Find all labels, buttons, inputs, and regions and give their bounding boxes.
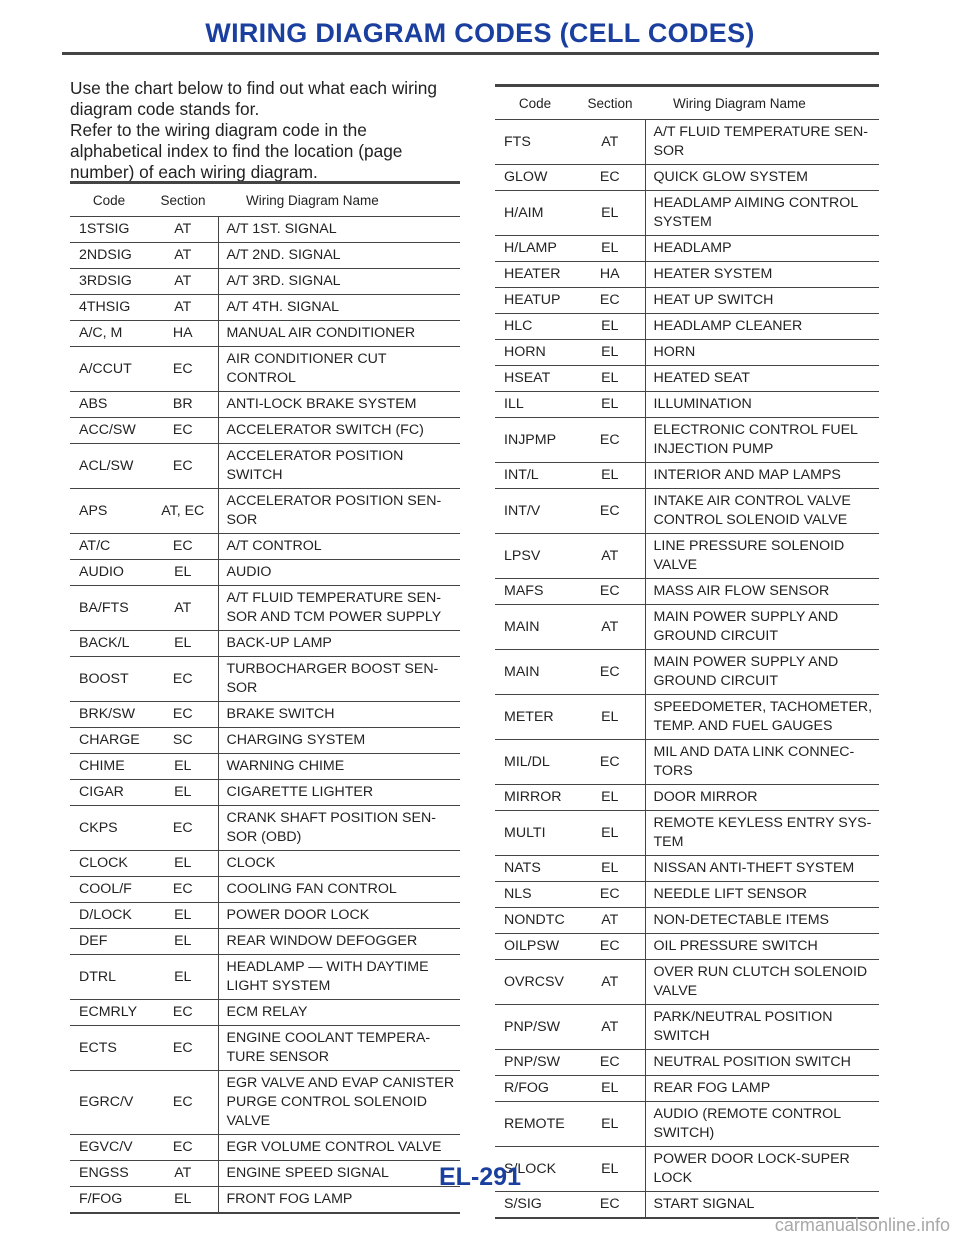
cell-wiring-diagram-name: REMOTE KEYLESS ENTRY SYS- TEM bbox=[645, 811, 879, 856]
cell-code: 3RDSIG bbox=[70, 269, 148, 295]
cell-wiring-diagram-name: CHARGING SYSTEM bbox=[218, 728, 460, 754]
cell-wiring-diagram-name: ANTI-LOCK BRAKE SYSTEM bbox=[218, 392, 460, 418]
cell-section: EL bbox=[148, 780, 218, 806]
cell-wiring-diagram-name: AUDIO bbox=[218, 560, 460, 586]
table-row bbox=[495, 605, 879, 650]
cell-section: EC bbox=[575, 740, 645, 785]
cell-code: AT/C bbox=[70, 534, 148, 560]
cell-section: EL bbox=[148, 560, 218, 586]
cell-code: H/AIM bbox=[495, 191, 575, 236]
cell-wiring-diagram-name: FRONT FOG LAMP bbox=[218, 1187, 460, 1214]
cell-section: EL bbox=[148, 955, 218, 1000]
table-header-row bbox=[495, 86, 879, 120]
cell-section: EL bbox=[575, 236, 645, 262]
cell-wiring-diagram-name: EGR VOLUME CONTROL VALVE bbox=[218, 1135, 460, 1161]
cell-code: INT/L bbox=[495, 463, 575, 489]
cell-wiring-diagram-name: OVER RUN CLUTCH SOLENOID VALVE bbox=[645, 960, 879, 1005]
table-header-row bbox=[70, 183, 460, 217]
table-row bbox=[70, 754, 460, 780]
table-row bbox=[495, 908, 879, 934]
table-row bbox=[495, 1102, 879, 1147]
cell-code: MIL/DL bbox=[495, 740, 575, 785]
cell-wiring-diagram-name: ENGINE SPEED SIGNAL bbox=[218, 1161, 460, 1187]
table-row bbox=[70, 903, 460, 929]
table-row bbox=[495, 340, 879, 366]
cell-wiring-diagram-name: CIGARETTE LIGHTER bbox=[218, 780, 460, 806]
cell-code: HEATER bbox=[495, 262, 575, 288]
cell-wiring-diagram-name: HEATED SEAT bbox=[645, 366, 879, 392]
table-row bbox=[70, 877, 460, 903]
cell-wiring-diagram-name: DOOR MIRROR bbox=[645, 785, 879, 811]
cell-code: A/CCUT bbox=[70, 347, 148, 392]
cell-wiring-diagram-name: EGR VALVE AND EVAP CANISTER PURGE CONTROL SOLENOID VALVE bbox=[218, 1071, 460, 1135]
cell-section: EC bbox=[575, 934, 645, 960]
table-row bbox=[495, 579, 879, 605]
cell-code: BRK/SW bbox=[70, 702, 148, 728]
cell-code: BACK/L bbox=[70, 631, 148, 657]
cell-section: EC bbox=[148, 347, 218, 392]
table-row bbox=[70, 586, 460, 631]
table-row bbox=[70, 806, 460, 851]
cell-section: EC bbox=[148, 1026, 218, 1071]
table-row bbox=[70, 657, 460, 702]
cell-section: EC bbox=[575, 288, 645, 314]
watermark: carmanualsonline.info bbox=[774, 1215, 950, 1235]
table-row bbox=[70, 1000, 460, 1026]
header-divider bbox=[62, 52, 879, 55]
table-row bbox=[70, 728, 460, 754]
cell-wiring-diagram-name: MIL AND DATA LINK CONNEC- TORS bbox=[645, 740, 879, 785]
cell-section: EC bbox=[148, 1135, 218, 1161]
cell-wiring-diagram-name: ACCELERATOR POSITION SWITCH bbox=[218, 444, 460, 489]
cell-section: EC bbox=[148, 702, 218, 728]
cell-section: EC bbox=[148, 418, 218, 444]
cell-section: SC bbox=[148, 728, 218, 754]
table-row bbox=[495, 120, 879, 165]
cell-section: AT bbox=[148, 586, 218, 631]
cell-wiring-diagram-name: INTAKE AIR CONTROL VALVE CONTROL SOLENOID VALVE bbox=[645, 489, 879, 534]
cell-section: AT bbox=[148, 269, 218, 295]
cell-wiring-diagram-name: A/T 3RD. SIGNAL bbox=[218, 269, 460, 295]
cell-section: EL bbox=[575, 191, 645, 236]
cell-wiring-diagram-name: POWER DOOR LOCK-SUPER LOCK bbox=[645, 1147, 879, 1192]
table-row bbox=[70, 1135, 460, 1161]
table-row bbox=[70, 321, 460, 347]
cell-section: AT bbox=[148, 295, 218, 321]
cell-section: EL bbox=[575, 392, 645, 418]
table-row bbox=[495, 165, 879, 191]
cell-section: AT bbox=[148, 1161, 218, 1187]
header-wiring-diagram-name: Wiring Diagram Name bbox=[645, 86, 879, 120]
table-row bbox=[495, 236, 879, 262]
cell-wiring-diagram-name: HEADLAMP AIMING CONTROL SYSTEM bbox=[645, 191, 879, 236]
table-row bbox=[70, 392, 460, 418]
cell-section: HA bbox=[575, 262, 645, 288]
cell-wiring-diagram-name: LINE PRESSURE SOLENOID VALVE bbox=[645, 534, 879, 579]
cell-section: EL bbox=[148, 754, 218, 780]
cell-section: EL bbox=[575, 1147, 645, 1192]
cell-section: EC bbox=[575, 489, 645, 534]
table-row bbox=[495, 534, 879, 579]
cell-code: CHARGE bbox=[70, 728, 148, 754]
cell-section: EL bbox=[575, 463, 645, 489]
cell-code: INJPMP bbox=[495, 418, 575, 463]
cell-wiring-diagram-name: BACK-UP LAMP bbox=[218, 631, 460, 657]
table-row bbox=[495, 392, 879, 418]
cell-code: MIRROR bbox=[495, 785, 575, 811]
cell-wiring-diagram-name: HEADLAMP — WITH DAYTIME LIGHT SYSTEM bbox=[218, 955, 460, 1000]
cell-section: HA bbox=[148, 321, 218, 347]
table-row bbox=[70, 929, 460, 955]
table-row bbox=[495, 288, 879, 314]
cell-code: APS bbox=[70, 489, 148, 534]
cell-wiring-diagram-name: ILLUMINATION bbox=[645, 392, 879, 418]
cell-wiring-diagram-name: ELECTRONIC CONTROL FUEL INJECTION PUMP bbox=[645, 418, 879, 463]
table-row bbox=[495, 1005, 879, 1050]
cell-section: EL bbox=[575, 811, 645, 856]
cell-section: EL bbox=[148, 903, 218, 929]
cell-wiring-diagram-name: NISSAN ANTI-THEFT SYSTEM bbox=[645, 856, 879, 882]
table-row bbox=[70, 955, 460, 1000]
cell-wiring-diagram-name: A/T CONTROL bbox=[218, 534, 460, 560]
cell-wiring-diagram-name: OIL PRESSURE SWITCH bbox=[645, 934, 879, 960]
cell-wiring-diagram-name: SPEEDOMETER, TACHOMETER, TEMP. AND FUEL GAUGES bbox=[645, 695, 879, 740]
table-row bbox=[70, 1026, 460, 1071]
cell-section: EC bbox=[148, 1000, 218, 1026]
cell-code: EGRC/V bbox=[70, 1071, 148, 1135]
cell-code: CIGAR bbox=[70, 780, 148, 806]
cell-code: ECTS bbox=[70, 1026, 148, 1071]
cell-section: EL bbox=[575, 856, 645, 882]
cell-section: EL bbox=[148, 851, 218, 877]
cell-code: DEF bbox=[70, 929, 148, 955]
cell-wiring-diagram-name: MAIN POWER SUPPLY AND GROUND CIRCUIT bbox=[645, 650, 879, 695]
cell-section: EL bbox=[575, 1076, 645, 1102]
table-row bbox=[495, 960, 879, 1005]
cell-code: F/FOG bbox=[70, 1187, 148, 1214]
cell-wiring-diagram-name: ACCELERATOR SWITCH (FC) bbox=[218, 418, 460, 444]
cell-code: AUDIO bbox=[70, 560, 148, 586]
cell-wiring-diagram-name: HEADLAMP bbox=[645, 236, 879, 262]
cell-code: 4THSIG bbox=[70, 295, 148, 321]
table-row bbox=[495, 856, 879, 882]
table-row bbox=[70, 347, 460, 392]
cell-wiring-diagram-name: REAR WINDOW DEFOGGER bbox=[218, 929, 460, 955]
cell-section: EC bbox=[575, 418, 645, 463]
cell-section: BR bbox=[148, 392, 218, 418]
table-row bbox=[495, 314, 879, 340]
cell-wiring-diagram-name: ECM RELAY bbox=[218, 1000, 460, 1026]
cell-section: AT bbox=[575, 1005, 645, 1050]
table-row bbox=[70, 560, 460, 586]
cell-section: EL bbox=[575, 695, 645, 740]
intro-line-2: Refer to the wiring diagram code in the alphabetical index to find the location (page number) of each wiring diagram. bbox=[70, 120, 403, 182]
table-row bbox=[70, 243, 460, 269]
cell-code: HORN bbox=[495, 340, 575, 366]
cell-section: EL bbox=[148, 631, 218, 657]
cell-wiring-diagram-name: A/T FLUID TEMPERATURE SEN- SOR AND TCM POWER SUPPLY bbox=[218, 586, 460, 631]
cell-code: ENGSS bbox=[70, 1161, 148, 1187]
cell-code: CHIME bbox=[70, 754, 148, 780]
cell-section: EL bbox=[575, 314, 645, 340]
cell-wiring-diagram-name: WARNING CHIME bbox=[218, 754, 460, 780]
cell-code: PNP/SW bbox=[495, 1005, 575, 1050]
cell-wiring-diagram-name: MASS AIR FLOW SENSOR bbox=[645, 579, 879, 605]
cell-wiring-diagram-name: NON-DETECTABLE ITEMS bbox=[645, 908, 879, 934]
cell-code: 1STSIG bbox=[70, 217, 148, 243]
table-row bbox=[495, 934, 879, 960]
cell-code: REMOTE bbox=[495, 1102, 575, 1147]
cell-wiring-diagram-name: A/T 1ST. SIGNAL bbox=[218, 217, 460, 243]
cell-section: EC bbox=[148, 534, 218, 560]
header-code: Code bbox=[495, 86, 575, 120]
cell-wiring-diagram-name: AIR CONDITIONER CUT CONTROL bbox=[218, 347, 460, 392]
cell-code: R/FOG bbox=[495, 1076, 575, 1102]
table-row bbox=[495, 740, 879, 785]
cell-wiring-diagram-name: HEAT UP SWITCH bbox=[645, 288, 879, 314]
cell-section: EC bbox=[148, 806, 218, 851]
cell-code: S/LOCK bbox=[495, 1147, 575, 1192]
table-row bbox=[495, 489, 879, 534]
cell-section: EC bbox=[148, 444, 218, 489]
cell-section: EC bbox=[148, 1071, 218, 1135]
cell-code: NATS bbox=[495, 856, 575, 882]
table-row bbox=[495, 1050, 879, 1076]
table-row bbox=[495, 650, 879, 695]
table-row bbox=[495, 366, 879, 392]
table-row bbox=[495, 785, 879, 811]
cell-code: METER bbox=[495, 695, 575, 740]
cell-code: HLC bbox=[495, 314, 575, 340]
cell-section: EL bbox=[148, 929, 218, 955]
cell-wiring-diagram-name: MAIN POWER SUPPLY AND GROUND CIRCUIT bbox=[645, 605, 879, 650]
table-row bbox=[495, 262, 879, 288]
cell-wiring-diagram-name: ACCELERATOR POSITION SEN- SOR bbox=[218, 489, 460, 534]
cell-section: EC bbox=[575, 165, 645, 191]
table-row bbox=[70, 851, 460, 877]
cell-code: HSEAT bbox=[495, 366, 575, 392]
cell-wiring-diagram-name: QUICK GLOW SYSTEM bbox=[645, 165, 879, 191]
cell-wiring-diagram-name: INTERIOR AND MAP LAMPS bbox=[645, 463, 879, 489]
cell-section: EC bbox=[575, 1192, 645, 1219]
cell-section: EC bbox=[148, 877, 218, 903]
cell-section: AT bbox=[575, 960, 645, 1005]
wiring-code-table-left bbox=[70, 181, 460, 1214]
cell-section: EL bbox=[575, 340, 645, 366]
cell-section: AT bbox=[575, 120, 645, 165]
cell-section: EC bbox=[575, 650, 645, 695]
table-row bbox=[70, 295, 460, 321]
cell-code: CKPS bbox=[70, 806, 148, 851]
cell-section: AT bbox=[148, 217, 218, 243]
cell-code: D/LOCK bbox=[70, 903, 148, 929]
table-row bbox=[495, 1076, 879, 1102]
table-row bbox=[70, 1071, 460, 1135]
cell-code: ECMRLY bbox=[70, 1000, 148, 1026]
cell-section: EC bbox=[148, 657, 218, 702]
cell-code: ACL/SW bbox=[70, 444, 148, 489]
cell-wiring-diagram-name: CRANK SHAFT POSITION SEN- SOR (OBD) bbox=[218, 806, 460, 851]
table-row bbox=[70, 269, 460, 295]
table-row bbox=[495, 418, 879, 463]
cell-wiring-diagram-name: HORN bbox=[645, 340, 879, 366]
cell-section: EC bbox=[575, 1050, 645, 1076]
cell-section: AT bbox=[575, 908, 645, 934]
cell-wiring-diagram-name: PARK/NEUTRAL POSITION SWITCH bbox=[645, 1005, 879, 1050]
cell-code: MAIN bbox=[495, 605, 575, 650]
cell-code: DTRL bbox=[70, 955, 148, 1000]
cell-code: GLOW bbox=[495, 165, 575, 191]
cell-code: OILPSW bbox=[495, 934, 575, 960]
cell-section: EC bbox=[575, 882, 645, 908]
cell-wiring-diagram-name: HEADLAMP CLEANER bbox=[645, 314, 879, 340]
cell-wiring-diagram-name: NEEDLE LIFT SENSOR bbox=[645, 882, 879, 908]
cell-code: 2NDSIG bbox=[70, 243, 148, 269]
cell-wiring-diagram-name: NEUTRAL POSITION SWITCH bbox=[645, 1050, 879, 1076]
cell-wiring-diagram-name: COOLING FAN CONTROL bbox=[218, 877, 460, 903]
cell-wiring-diagram-name: CLOCK bbox=[218, 851, 460, 877]
cell-wiring-diagram-name: TURBOCHARGER BOOST SEN- SOR bbox=[218, 657, 460, 702]
cell-code: MAIN bbox=[495, 650, 575, 695]
table-row bbox=[495, 695, 879, 740]
cell-code: ILL bbox=[495, 392, 575, 418]
cell-code: FTS bbox=[495, 120, 575, 165]
cell-code: LPSV bbox=[495, 534, 575, 579]
table-row bbox=[70, 534, 460, 560]
page-title: WIRING DIAGRAM CODES (CELL CODES) bbox=[205, 18, 755, 48]
cell-code: OVRCSV bbox=[495, 960, 575, 1005]
cell-section: AT, EC bbox=[148, 489, 218, 534]
cell-wiring-diagram-name: A/T FLUID TEMPERATURE SEN- SOR bbox=[645, 120, 879, 165]
cell-section: EL bbox=[575, 366, 645, 392]
cell-code: COOL/F bbox=[70, 877, 148, 903]
cell-code: INT/V bbox=[495, 489, 575, 534]
table-row bbox=[495, 811, 879, 856]
cell-code: S/SIG bbox=[495, 1192, 575, 1219]
table-row bbox=[495, 191, 879, 236]
header-section: Section bbox=[575, 86, 645, 120]
cell-section: EL bbox=[575, 785, 645, 811]
table-row bbox=[70, 631, 460, 657]
cell-code: EGVC/V bbox=[70, 1135, 148, 1161]
header-wiring-diagram-name: Wiring Diagram Name bbox=[218, 183, 460, 217]
table-row bbox=[70, 489, 460, 534]
cell-section: AT bbox=[575, 605, 645, 650]
cell-wiring-diagram-name: REAR FOG LAMP bbox=[645, 1076, 879, 1102]
cell-code: ACC/SW bbox=[70, 418, 148, 444]
header-code: Code bbox=[70, 183, 148, 217]
cell-wiring-diagram-name: A/T 2ND. SIGNAL bbox=[218, 243, 460, 269]
table-row bbox=[70, 444, 460, 489]
cell-code: NLS bbox=[495, 882, 575, 908]
cell-wiring-diagram-name: MANUAL AIR CONDITIONER bbox=[218, 321, 460, 347]
table-row bbox=[70, 780, 460, 806]
header-section: Section bbox=[148, 183, 218, 217]
cell-code: PNP/SW bbox=[495, 1050, 575, 1076]
wiring-code-table-right bbox=[495, 84, 879, 1219]
cell-wiring-diagram-name: AUDIO (REMOTE CONTROL SWITCH) bbox=[645, 1102, 879, 1147]
cell-code: CLOCK bbox=[70, 851, 148, 877]
table-row bbox=[495, 463, 879, 489]
page-number: EL-291 bbox=[439, 1163, 521, 1191]
intro-text bbox=[70, 78, 462, 183]
table-row bbox=[70, 418, 460, 444]
cell-wiring-diagram-name: ENGINE COOLANT TEMPERA- TURE SENSOR bbox=[218, 1026, 460, 1071]
intro-line-1: Use the chart below to find out what each wiring diagram code stands for. bbox=[70, 78, 437, 119]
cell-section: AT bbox=[575, 534, 645, 579]
cell-wiring-diagram-name: START SIGNAL bbox=[645, 1192, 879, 1219]
cell-code: ABS bbox=[70, 392, 148, 418]
cell-wiring-diagram-name: BRAKE SWITCH bbox=[218, 702, 460, 728]
table-row bbox=[70, 217, 460, 243]
table-row bbox=[70, 702, 460, 728]
cell-wiring-diagram-name: HEATER SYSTEM bbox=[645, 262, 879, 288]
cell-section: EC bbox=[575, 579, 645, 605]
cell-wiring-diagram-name: POWER DOOR LOCK bbox=[218, 903, 460, 929]
cell-section: EL bbox=[148, 1187, 218, 1214]
cell-code: MAFS bbox=[495, 579, 575, 605]
cell-wiring-diagram-name: A/T 4TH. SIGNAL bbox=[218, 295, 460, 321]
cell-code: MULTI bbox=[495, 811, 575, 856]
cell-code: A/C, M bbox=[70, 321, 148, 347]
cell-code: BOOST bbox=[70, 657, 148, 702]
table-row bbox=[495, 882, 879, 908]
cell-code: BA/FTS bbox=[70, 586, 148, 631]
cell-code: HEATUP bbox=[495, 288, 575, 314]
cell-code: NONDTC bbox=[495, 908, 575, 934]
cell-section: AT bbox=[148, 243, 218, 269]
cell-code: H/LAMP bbox=[495, 236, 575, 262]
cell-section: EL bbox=[575, 1102, 645, 1147]
